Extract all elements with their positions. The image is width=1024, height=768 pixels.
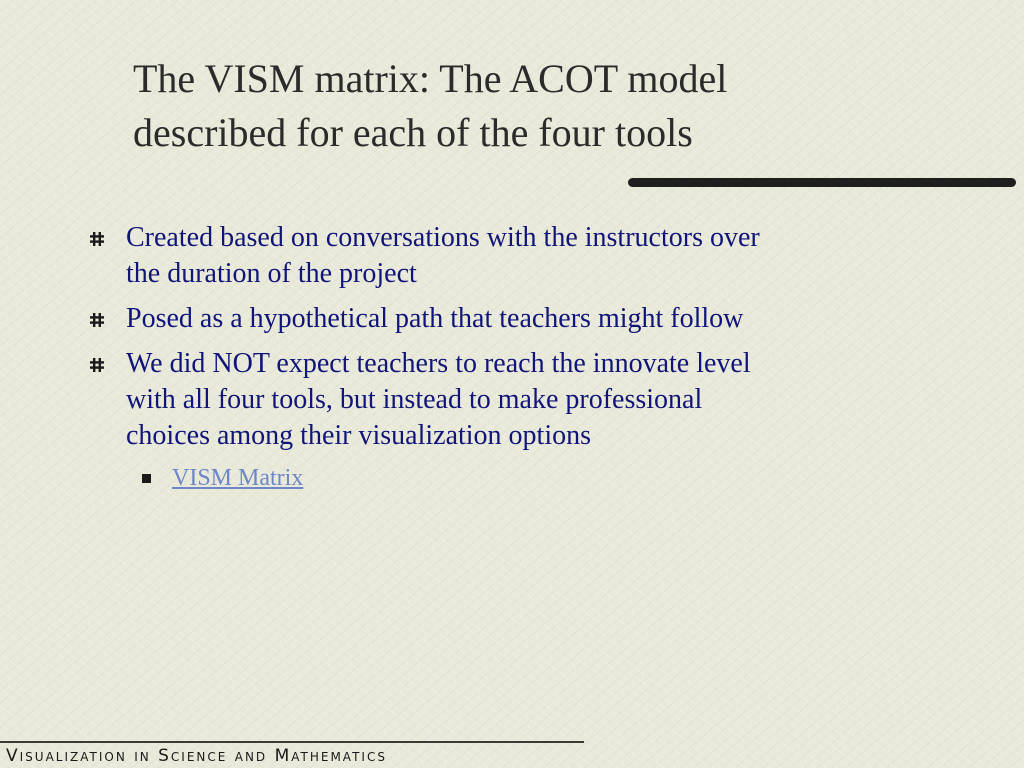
hash-bullet-icon bbox=[90, 313, 104, 327]
bullet-text-line: Posed as a hypothetical path that teachers might follow bbox=[126, 303, 744, 334]
bullet-item bbox=[86, 220, 916, 292]
hash-bullet-icon bbox=[90, 358, 104, 372]
title-underline bbox=[628, 178, 1016, 187]
bullet-text-line: We did NOT expect teachers to reach the innovate level bbox=[126, 348, 751, 379]
hash-bullet-icon bbox=[90, 232, 104, 246]
vism-matrix-link[interactable]: VISM Matrix bbox=[172, 465, 304, 491]
bullet-item bbox=[86, 346, 916, 454]
sub-bullet-item bbox=[140, 462, 303, 494]
bullet-text-line: the duration of the project bbox=[126, 258, 417, 289]
square-bullet-icon bbox=[142, 474, 151, 483]
footer-banner: Visualization in Science and Mathematics bbox=[6, 746, 387, 766]
bullet-item bbox=[86, 301, 916, 337]
slide-title bbox=[133, 52, 893, 160]
footer-divider bbox=[0, 741, 584, 743]
slide-title-line-1: The VISM matrix: The ACOT model bbox=[133, 56, 728, 101]
slide-title-line-2: described for each of the four tools bbox=[133, 110, 693, 155]
bullet-text-line: with all four tools, but instead to make professional bbox=[126, 384, 703, 415]
bullet-list bbox=[86, 220, 916, 463]
bullet-text-line: choices among their visualization options bbox=[126, 420, 592, 451]
bullet-text-line: Created based on conversations with the instructors over bbox=[126, 222, 760, 253]
sub-bullet-list bbox=[140, 462, 303, 494]
